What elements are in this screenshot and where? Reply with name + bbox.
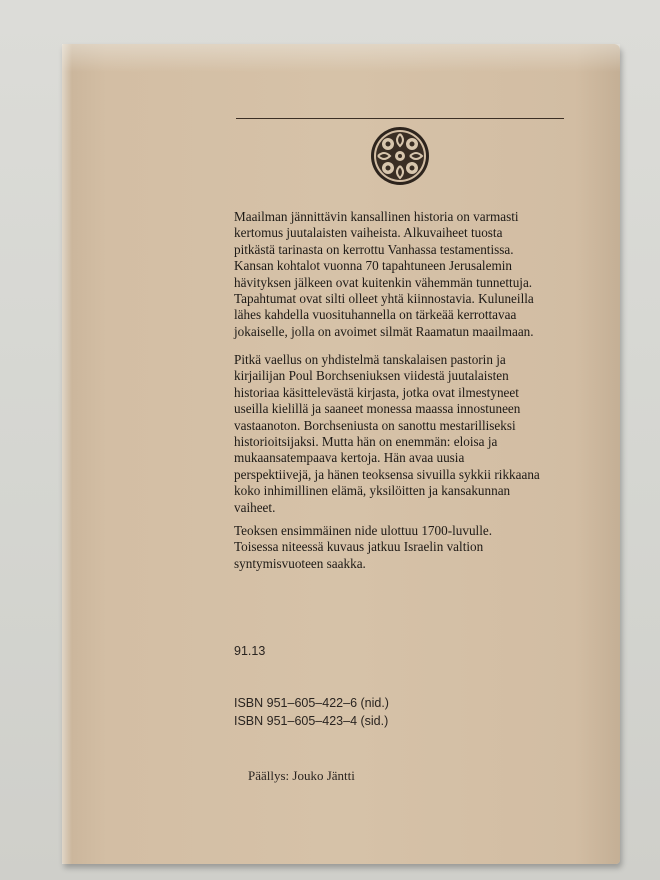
classification-code: 91.13	[234, 644, 266, 658]
book-back-cover	[62, 44, 620, 864]
volumes-paragraph: Teoksen ensimmäinen nide ulottuu 1700-luvulle. Toisessa niteessä kuvaus jatkuu Israelin valtion syntymisvuoteen saakka.	[234, 523, 493, 571]
isbn-hardcover: ISBN 951–605–423–4 (sid.)	[234, 714, 389, 728]
ornamental-roundel-icon	[368, 124, 432, 188]
author-paragraph: Pitkä vaellus on yhdistelmä tanskalaisen pastorin ja kirjailijan Poul Borchseniuksen viidestä juutalaisten historiaa käsittelevästä kirjasta, jotka ovat ilmestyneet useilla kielillä ja saaneet monessa maassa innostuneen vastaanoton. Borchseniusta on sanottu mestarilliseksi historioitsijaksi. Mutta hän on enemmän: eloisa ja mukaansatempaava kertoja. Hän avaa uusia perspektiivejä, ja hänen teoksensa sivuilla sykkii rikkaana koko inhimillinen elämä, yksilöitten ja kansakunnan vaiheet.	[234, 352, 540, 515]
isbn-paperback: ISBN 951–605–422–6 (nid.)	[234, 696, 389, 710]
description-paragraph: Maailman jännittävin kansallinen historia on varmasti kertomus juutalaisten vaiheista. Alkuvaiheet tuosta pitkästä tarinasta on kerrottu Vanhassa testamentissa. Kansan kohtalot vuonna 70 tapahtuneen Jerusalemin hävityksen jälkeen ovat kuitenkin vähemmän tunnettuja. Tapahtumat ovat silti olleet yhtä kiinnostavia. Kuluneilla lähes kahdella vuosituhannella on tärkeää kerrottavaa jokaiselle, jolla on avoimet silmät Raamatun maailmaan.	[234, 209, 534, 339]
cover-design-credit: Päällys: Jouko Jäntti	[248, 768, 355, 783]
top-rule	[236, 118, 564, 119]
